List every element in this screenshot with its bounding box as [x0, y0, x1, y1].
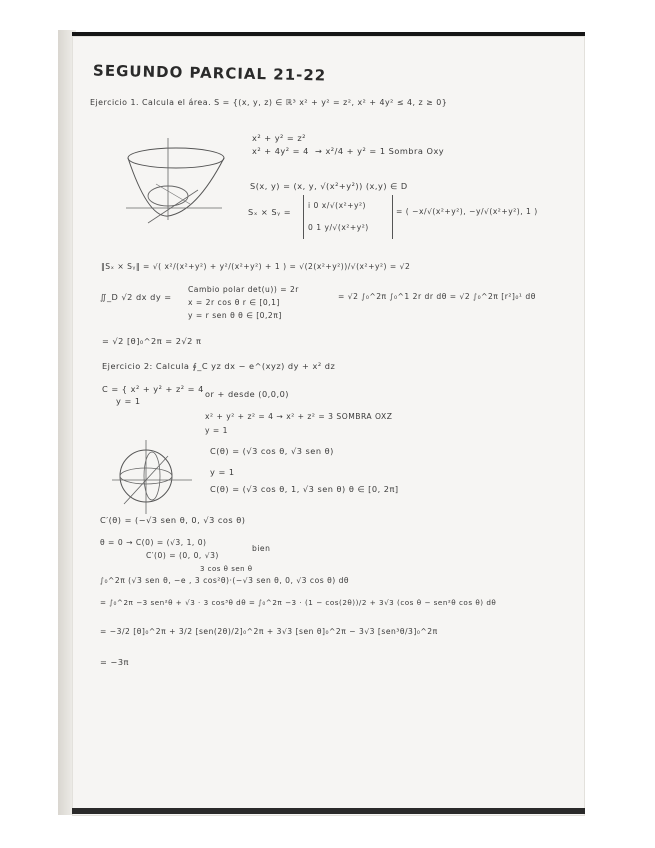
ex2-integral-1: ∫₀^2π (√3 sen θ, −e , 3 cos²θ)·(−√3 sen θ, 0, √3 cos θ) dθ — [100, 576, 350, 585]
ex1-polar-change-1: Cambio polar det(u)) = 2r — [188, 285, 299, 294]
ex1-line-1: x² + y² = z² — [252, 133, 306, 143]
ex1-cross-label: Sₓ × Sᵧ = — [248, 207, 292, 217]
page-title: SEGUNDO PARCIAL 21-22 — [92, 61, 327, 85]
ex2-exponent: 3 cos θ sen θ — [200, 565, 253, 573]
ex2-orientation: or + desde (0,0,0) — [205, 389, 289, 399]
ex2-check-2: C′(0) = (0, 0, √3) — [146, 551, 219, 560]
exercise-1-header: Ejercicio 1. Calcula el área. S = {(x, y, z) ∈ ℝ³ x² + y² = z², x² + 4y² ≤ 4, z ≥ 0} — [90, 98, 448, 107]
ex2-param-1: C(θ) = (√3 cos θ, √3 sen θ) — [210, 446, 334, 456]
ex1-det-row-2: 0 1 y/√(x²+y²) — [308, 223, 369, 232]
ex1-cross-result: = ( −x/√(x²+y²), −y/√(x²+y²), 1 ) — [396, 207, 538, 216]
ex1-parametrization: S(x, y) = (x, y, √(x²+y²)) (x,y) ∈ D — [250, 181, 408, 191]
ex2-curve-plane: y = 1 — [116, 396, 141, 406]
ex2-result: = −3π — [100, 657, 129, 667]
ex1-integral-polar: = √2 ∫₀^2π ∫₀^1 2r dr dθ = √2 ∫₀^2π [r²]₀¹ dθ — [338, 292, 536, 301]
ex1-polar-change-2: x = 2r cos θ r ∈ [0,1] — [188, 298, 280, 307]
ex2-integral-2: = ∫₀^2π −3 sen²θ + √3 · 3 cos³θ dθ = ∫₀^2π −3 · (1 − cos(2θ))/2 + 3√3 (cos θ − sen²θ cos θ) dθ — [100, 598, 497, 607]
ex2-derivative: C′(θ) = (−√3 sen θ, 0, √3 cos θ) — [100, 515, 246, 525]
ex2-substitution: x² + y² + z² = 4 → x² + z² = 3 SOMBRA OXZ — [205, 412, 393, 421]
ex2-integral-3: = −3/2 [θ]₀^2π + 3/2 [sen(2θ)/2]₀^2π + 3√3 [sen θ]₀^2π − 3√3 [sen³θ/3]₀^2π — [100, 627, 438, 636]
ex1-shadow-oxy: → x²/4 + y² = 1 Sombra Oxy — [315, 146, 445, 156]
ex1-integral-start: ∬_D √2 dx dy = — [100, 292, 172, 302]
ex2-check-1: θ = 0 → C(0) = (√3, 1, 0) — [100, 538, 207, 547]
ex2-param-2: C(θ) = (√3 cos θ, 1, √3 sen θ) θ ∈ [0, 2π] — [210, 484, 399, 494]
ex1-line-2: x² + 4y² = 4 — [252, 146, 309, 156]
ex1-norm: ‖Sₓ × Sᵧ‖ = √( x²/(x²+y²) + y²/(x²+y²) + 1 ) = √(2(x²+y²))/√(x²+y²) = √2 — [101, 262, 411, 271]
cone-sketch-diagram — [118, 128, 228, 228]
sphere-sketch-diagram — [108, 436, 198, 520]
ex1-polar-change-3: y = r sen θ θ ∈ [0,2π] — [188, 311, 282, 320]
ex2-param-1b: y = 1 — [210, 467, 235, 477]
ex2-check-note: bien — [252, 544, 271, 553]
exercise-2-header: Ejercicio 2: Calcula ∮_C yz dx − e^(xyz) dy + x² dz — [102, 361, 336, 371]
page-bottom-edge — [72, 808, 585, 814]
ex2-substitution-plane: y = 1 — [205, 426, 229, 435]
ex2-curve-def: C = { x² + y² + z² = 4 — [102, 384, 204, 394]
ex1-result: = √2 [θ]₀^2π = 2√2 π — [102, 336, 202, 346]
ex1-det-row-1: i 0 x/√(x²+y²) — [308, 201, 367, 210]
